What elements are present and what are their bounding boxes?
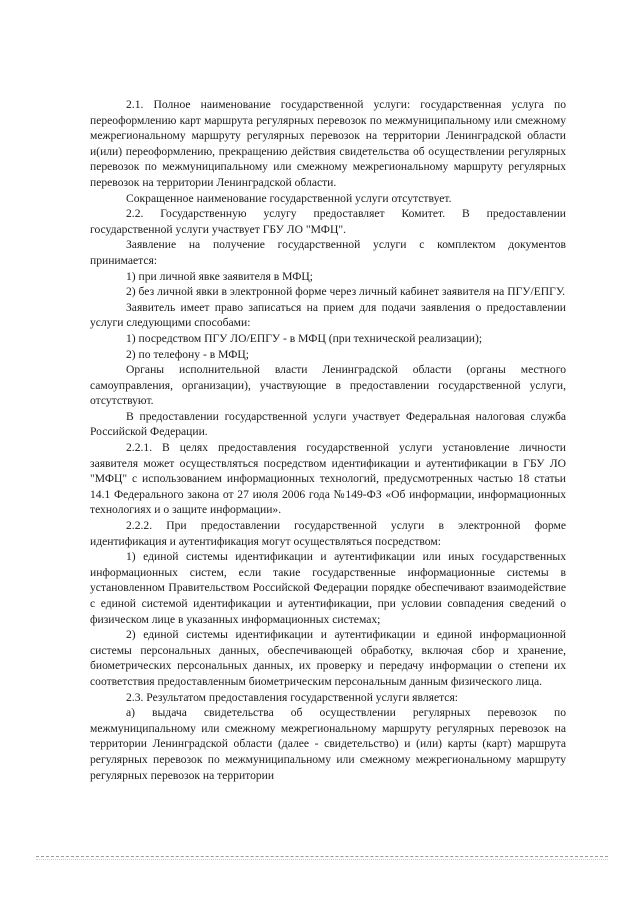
paragraph-2-3: 2.3. Результатом предоставления государственной услуги является: (126, 690, 459, 704)
footer-divider (36, 856, 608, 857)
paragraph-2-1: 2.1. Полное наименование государственной услуги: государственная услуга по переоформлению карт маршрута регулярных перевозок по межмуниципальному или смежному межрегиональному маршруту регулярных перевозок на территории Ленинградской области и(или) переоформлению, прекращению действия свидетельства об осуществлении регулярных перевозок по межмуниципальному или смежному межрегиональному маршруту регулярных перевозок на территории Ленинградской области. (90, 98, 566, 189)
paragraph-2-2-2: 2.2.2. При предоставлении государственной услуги в электронной форме идентификация и аутентификация могут осуществляться посредством: (90, 519, 566, 548)
list-item-a: а) выдача свидетельства об осуществлении регулярных перевозок по межмуниципальному или смежному межрегиональному маршруту регулярных перевозок на территории Ленинградской области (далее - свидетельство) и (или) карты (карт) маршрута регулярных перевозок по межмуниципальному или смежному межрегиональному маршруту регулярных перевозок на территории (90, 706, 566, 782)
paragraph-appointment: Заявитель имеет право записаться на прием для подачи заявления о предоставлении услуги следующими способами: (90, 300, 566, 330)
document-body (90, 97, 566, 783)
footer-divider-secondary (36, 859, 608, 860)
list-item-1: 1) посредством ПГУ ЛО/ЕПГУ - в МФЦ (при технической реализации); (126, 331, 483, 345)
list-item-2: 2) без личной явки в электронной форме через личный кабинет заявителя на ПГУ/ЕПГУ. (126, 285, 566, 299)
list-item-2: 2) по телефону - в МФЦ; (126, 347, 249, 361)
list-item-1: 1) единой системы идентификации и аутентификации или иных государственных информационных систем, если такие государственные информационные системы в установленном Правительством Российской Федерации порядке обеспечивают взаимодействие с единой системой идентификации и аутентификации, при условии совпадения сведений о физическом лице в указанных информационных системах; (90, 550, 566, 626)
paragraph-tax-service: В предоставлении государственной услуги участвует Федеральная налоговая служба Российской Федерации. (90, 409, 566, 439)
list-item-1: 1) при личной явке заявителя в МФЦ; (126, 269, 314, 283)
paragraph-short-name: Сокращенное наименование государственной услуги отсутствует. (126, 191, 452, 205)
paragraph-2-2: 2.2. Государственную услугу предоставляет Комитет. В предоставлении государственной услуги участвует ГБУ ЛО "МФЦ". (90, 207, 566, 236)
paragraph-application: Заявление на получение государственной услуги с комплектом документов принимается: (90, 238, 566, 267)
paragraph-2-2-1: 2.2.1. В целях предоставления государственной услуги установление личности заявителя может осуществляться посредством идентификации и аутентификации в ГБУ ЛО "МФЦ" с использованием информационных технологий, предусмотренных частью 18 статьи 14.1 Федерального закона от 27 июля 2006 года №149-ФЗ «Об информации, информационных технологиях и о защите информации». (90, 441, 566, 517)
list-item-2: 2) единой системы идентификации и аутентификации и единой информационной системы персональных данных, обеспечивающей обработку, включая сбор и хранение, биометрических персональных данных, их проверку и передачу информации о степени их соответствия предоставленным биометрическим персональным данным физического лица. (90, 628, 566, 688)
paragraph-authorities: Органы исполнительной власти Ленинградской области (органы местного самоуправления, организации), участвующие в предоставлении государственной услуги, отсутствуют. (90, 363, 566, 408)
